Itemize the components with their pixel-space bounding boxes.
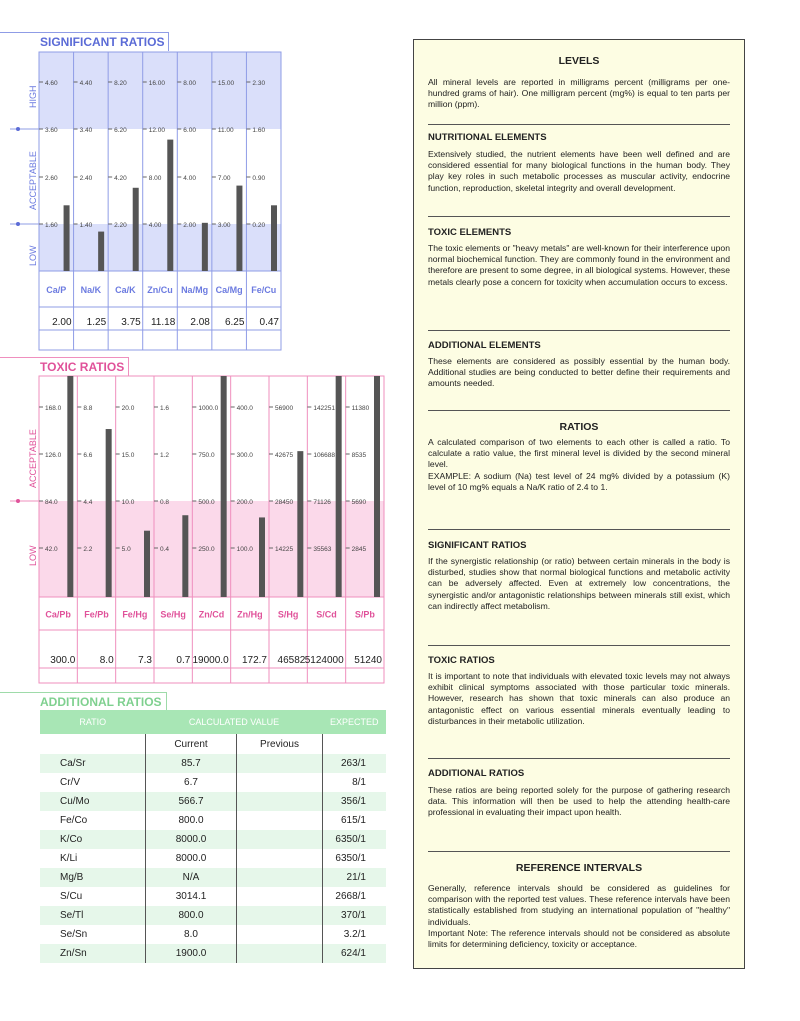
ratio-bar (336, 376, 342, 597)
ratio-label: Na/Mg (181, 285, 209, 295)
ratio-value: 0.47 (259, 317, 279, 328)
tick-label: 6.20 (114, 127, 127, 134)
current-value-cell: 6.7 (146, 773, 237, 792)
previous-value-cell (237, 868, 323, 887)
previous-value-cell (237, 849, 323, 868)
additional-ratios-topline (0, 692, 28, 693)
tick-label: 2.20 (114, 222, 127, 229)
table-row (40, 754, 386, 773)
ratio-name-cell: K/Co (40, 830, 146, 849)
divider (428, 529, 730, 530)
sig-zone-acceptable: ACCEPTABLE (28, 151, 38, 210)
ratio-label: Se/Hg (160, 609, 186, 620)
toxic-ratios-title: TOXIC RATIOS (28, 357, 129, 376)
reference-intervals-note: Important Note: The reference intervals should not be considered as absolute limits for determining deficiency, toxicity or acceptance. (428, 928, 730, 950)
tick-label: 28450 (275, 499, 294, 506)
ratio-value: 0.7 (176, 655, 191, 666)
ratio-value: 2.08 (190, 317, 210, 328)
tick-label: 0.20 (252, 222, 266, 229)
ratio-label: Ca/Pb (45, 609, 71, 620)
current-value-cell: 800.0 (146, 906, 237, 925)
ratio-name-cell: Zn/Sn (40, 944, 146, 963)
table-row (40, 792, 386, 811)
ratios-title: RATIOS (559, 421, 599, 433)
tick-label: 15.00 (217, 80, 235, 87)
ratio-label: Ca/Mg (215, 285, 243, 295)
ratio-value: 5124000 (304, 655, 344, 666)
ratio-bar (182, 515, 188, 597)
table-row (40, 906, 386, 925)
previous-value-cell (237, 773, 323, 792)
ratio-name-cell: Cr/V (60, 777, 80, 788)
zone-marker-dot (16, 499, 20, 503)
expected-value-cell: 8/1 (323, 773, 387, 792)
tick-label: 142251 (313, 405, 336, 412)
tick-label: 2.30 (252, 80, 266, 87)
tick-label: 5.0 (121, 546, 131, 553)
tick-label: 4.00 (183, 175, 196, 182)
ratios-text: A calculated comparison of two elements to each other is called a ratio. To calculate a ratio value, the first mineral level is divided by the second mineral level. (428, 437, 730, 470)
sig-zone-low: LOW (28, 245, 38, 266)
toxic-elements-text: The toxic elements or "heavy metals" are well-known for their interference upon normal biochemical function. They are commonly found in the environment and therefore are present to some degree, in all biological systems. However, these metals clearly pose a concern for toxicity when accumulation occurs to excess. (428, 243, 730, 287)
previous-value-cell (237, 811, 323, 830)
tick-label: 10.0 (121, 499, 135, 506)
previous-value-cell (237, 906, 323, 925)
ratio-bar (67, 376, 73, 597)
previous-value-cell (237, 925, 323, 944)
header-calculated-value: CALCULATED VALUE (146, 710, 323, 734)
tick-label: 16.00 (148, 80, 165, 87)
expected-value-cell: 6350/1 (323, 849, 387, 868)
current-value-cell: 8000.0 (146, 849, 237, 868)
ratio-bar (259, 517, 265, 597)
tick-label: 8.00 (148, 175, 162, 182)
ratio-label: Zn/Hg (237, 609, 263, 620)
additional-ratios-table (40, 710, 386, 963)
additional-ratios-title: ADDITIONAL RATIOS (28, 692, 167, 711)
current-value-cell: 85.7 (146, 754, 237, 773)
tick-label: 1.6 (160, 405, 170, 412)
tick-label: 2.60 (45, 175, 58, 182)
tick-label: 84.0 (45, 499, 58, 506)
current-value-cell: 8000.0 (146, 830, 237, 849)
tick-label: 4.4 (83, 499, 93, 506)
current-value-cell: 1900.0 (146, 944, 237, 963)
tick-label: 4.20 (114, 175, 127, 182)
reference-intervals-title: REFERENCE INTERVALS (515, 862, 643, 874)
table-row (40, 944, 386, 963)
tick-label: 11.00 (217, 127, 234, 134)
additional-ratios-subheader-row (40, 734, 386, 754)
header-ratio: RATIO (40, 710, 146, 734)
tick-label: 3.00 (217, 222, 231, 229)
ratio-name-cell: S/Cu (60, 891, 83, 902)
tick-label: 35563 (313, 546, 332, 553)
tick-label: 8535 (351, 452, 367, 459)
tick-label: 200.0 (236, 499, 253, 506)
info-panel (413, 39, 745, 969)
current-value-cell: 800.0 (146, 811, 237, 830)
ratio-label: Fe/Pb (84, 609, 109, 620)
tick-label: 168.0 (45, 405, 62, 412)
ratio-bar (297, 451, 303, 597)
expected-value-cell: 624/1 (323, 944, 387, 963)
table-row (40, 887, 386, 906)
tick-label: 8.00 (183, 80, 196, 87)
header-expected: EXPECTED (323, 710, 387, 734)
ratio-bar (106, 429, 112, 597)
previous-value-cell (237, 830, 323, 849)
table-row (40, 925, 386, 944)
sig-zone-high: HIGH (28, 85, 38, 108)
ratio-name-cell: K/Li (60, 853, 78, 864)
tick-label: 56900 (275, 405, 294, 412)
ratio-label: Ca/K (115, 285, 136, 295)
additional-elements-text: These elements are considered as possibly essential by the human body. Additional studies are being conducted to better define their requirements and amounts needed. (428, 356, 730, 389)
ratio-name-cell: Mg/B (40, 868, 146, 887)
tick-label: 6.6 (83, 452, 93, 459)
ratio-label: S/Pb (354, 609, 375, 620)
tick-label: 500.0 (198, 499, 215, 506)
divider (428, 410, 730, 411)
ratio-label: S/Hg (277, 609, 299, 620)
expected-value-cell: 3.2/1 (323, 925, 387, 944)
tick-label: 126.0 (45, 452, 62, 459)
additional-ratios-info-text: These ratios are being reported solely for the purpose of gathering research data. This information will then be used to help the attending health-care professional in evaluating their impact upon health. (428, 785, 730, 818)
ratio-label: Na/K (80, 285, 102, 295)
tick-label: 106688 (313, 452, 336, 459)
tick-label: 12.00 (148, 127, 165, 134)
reference-intervals-text: Generally, reference intervals should be considered as guidelines for comparison with the reported test values. These reference intervals have been statistically established from studying an international population of "healthy" individuals. (428, 883, 730, 927)
tick-label: 4.00 (148, 222, 162, 229)
divider (428, 758, 730, 759)
ratio-name-cell: Se/Sn (60, 929, 88, 940)
ratios-example: EXAMPLE: A sodium (Na) test level of 24 mg% divided by a potassium (K) level of 10 mg% equals a Na/K ratio of 2.4 to 1. (428, 471, 730, 493)
significant-ratios-title: SIGNIFICANT RATIOS (28, 32, 169, 51)
tox-zone-acceptable: ACCEPTABLE (28, 429, 38, 488)
previous-value-cell (237, 944, 323, 963)
tick-label: 2.40 (79, 175, 93, 182)
ratio-label: S/Cd (316, 609, 337, 620)
tick-label: 1.60 (252, 127, 266, 134)
tick-label: 71126 (313, 499, 331, 506)
previous-value-cell (237, 792, 323, 811)
ratio-label: Ca/P (46, 285, 67, 295)
tick-label: 4.40 (79, 80, 93, 87)
ratio-value: 8.0 (99, 655, 114, 666)
significant-ratios-info-text: If the synergistic relationship (or ratio) between certain minerals in the body is disturbed, studies show that normal biological functions and metabolic activity can be adversely affected. Even at extremely low concentrations, the synergistic and/or antagonistic relationships between minerals still exist, which can indirectly affect metabolism. (428, 556, 730, 611)
current-value-cell: 8.0 (146, 925, 237, 944)
toxic-ratios-info-title: TOXIC RATIOS (428, 655, 495, 666)
tick-label: 750.0 (198, 452, 215, 459)
tick-label: 6.00 (183, 127, 196, 134)
tick-label: 5690 (351, 499, 367, 506)
tick-label: 100.0 (236, 546, 253, 553)
tick-label: 3.40 (79, 127, 93, 134)
additional-elements-title: ADDITIONAL ELEMENTS (428, 340, 541, 351)
tick-label: 42.0 (45, 546, 58, 553)
expected-value-cell: 263/1 (323, 754, 387, 773)
ratio-name-cell: Fe/Co (60, 815, 88, 826)
tox-zone-low: LOW (28, 545, 38, 566)
table-row (40, 773, 386, 792)
tick-label: 14225 (275, 546, 294, 553)
tick-label: 300.0 (236, 452, 253, 459)
table-row (40, 830, 386, 849)
previous-value-cell (237, 754, 323, 773)
additional-ratios-info-title: ADDITIONAL RATIOS (428, 768, 525, 779)
tick-label: 7.00 (217, 175, 231, 182)
toxic-ratios-info-text: It is important to note that individuals with elevated toxic levels may not always exhibit clinical symptoms associated with those particular toxic minerals. However, research has shown that toxic minerals can also produce an antagonistic effect on various essential minerals eventually leading to disturbances in their metabolic utilization. (428, 671, 730, 726)
ratio-name-cell: Se/Tl (40, 906, 146, 925)
ratio-value: 1.25 (86, 317, 107, 328)
toxic-ratios-chart (0, 0, 400, 690)
ratio-label: Zn/Cd (198, 609, 225, 620)
divider (428, 124, 730, 125)
ratio-label: Zn/Cu (147, 285, 173, 295)
tick-label: 1000.0 (198, 405, 219, 412)
expected-value-cell: 2668/1 (323, 887, 387, 906)
ratio-label: Fe/Hg (122, 609, 148, 620)
ratio-value: 7.3 (138, 655, 152, 666)
ratio-value: 2.00 (52, 317, 72, 328)
table-row (40, 849, 386, 868)
additional-ratios-header-row (40, 710, 386, 734)
previous-value-cell (237, 887, 323, 906)
expected-value-cell: 356/1 (323, 792, 387, 811)
ratio-value: 51240 (354, 655, 382, 666)
table-row (40, 868, 386, 887)
ratio-value: 19000.0 (192, 655, 229, 666)
ratio-name-cell: Cu/Mo (40, 792, 146, 811)
toxic-elements-title: TOXIC ELEMENTS (428, 227, 512, 238)
nutritional-elements-title: NUTRITIONAL ELEMENTS (428, 132, 547, 143)
tick-label: 2.00 (183, 222, 196, 229)
table-row (40, 811, 386, 830)
ratio-bar (144, 531, 150, 597)
expected-value-cell: 370/1 (323, 906, 387, 925)
current-value-cell: 566.7 (146, 792, 237, 811)
tick-label: 250.0 (198, 546, 215, 553)
tick-label: 1.2 (160, 452, 170, 459)
tick-label: 0.4 (160, 546, 170, 553)
tick-label: 0.90 (252, 175, 266, 182)
tick-label: 2.2 (83, 546, 93, 553)
tick-label: 0.8 (160, 499, 170, 506)
subheader-previous: Previous (237, 734, 323, 754)
current-value-cell: N/A (146, 868, 237, 887)
divider (428, 216, 730, 217)
tick-label: 3.60 (45, 127, 58, 134)
subheader-current: Current (146, 734, 237, 754)
ratio-name-cell: Ca/Sr (40, 754, 146, 773)
levels-text: All mineral levels are reported in milligrams percent (milligrams per one-hundred grams of hair). One milligram percent (mg%) is equal to ten parts per million (ppm). (428, 77, 730, 110)
tick-label: 8.20 (114, 80, 127, 87)
ratio-bar (221, 376, 227, 597)
tick-label: 1.40 (79, 222, 93, 229)
ratio-value: 11.18 (150, 317, 176, 328)
divider (428, 330, 730, 331)
tick-label: 8.8 (83, 405, 93, 412)
tick-label: 400.0 (236, 405, 253, 412)
zone-band (39, 376, 384, 501)
ratio-bar (374, 376, 380, 597)
tick-label: 1.60 (45, 222, 58, 229)
ratio-label: Fe/Cu (251, 285, 277, 295)
tick-label: 42675 (275, 452, 294, 459)
tick-label: 4.60 (45, 80, 58, 87)
ratio-value: 300.0 (50, 655, 76, 666)
ratio-value: 3.75 (121, 317, 141, 328)
nutritional-elements-text: Extensively studied, the nutrient elements have been well defined and are considered essential for many biological functions in the human body. They play key roles in such metabolic processes as muscular activity, endocrine function, reproduction, skeletal integrity and overall development. (428, 149, 730, 193)
current-value-cell: 3014.1 (146, 887, 237, 906)
expected-value-cell: 615/1 (323, 811, 387, 830)
divider (428, 851, 730, 852)
tick-label: 20.0 (121, 405, 135, 412)
tick-label: 15.0 (121, 452, 135, 459)
expected-value-cell: 21/1 (323, 868, 387, 887)
expected-value-cell: 6350/1 (323, 830, 387, 849)
levels-title: LEVELS (558, 55, 600, 67)
tick-label: 2845 (351, 546, 367, 553)
ratio-value: 172.7 (241, 655, 267, 666)
ratio-value: 6.25 (224, 317, 245, 328)
divider (428, 645, 730, 646)
significant-ratios-info-title: SIGNIFICANT RATIOS (428, 540, 527, 551)
ratio-value: 46582 (277, 655, 306, 666)
tick-label: 11380 (351, 405, 370, 412)
